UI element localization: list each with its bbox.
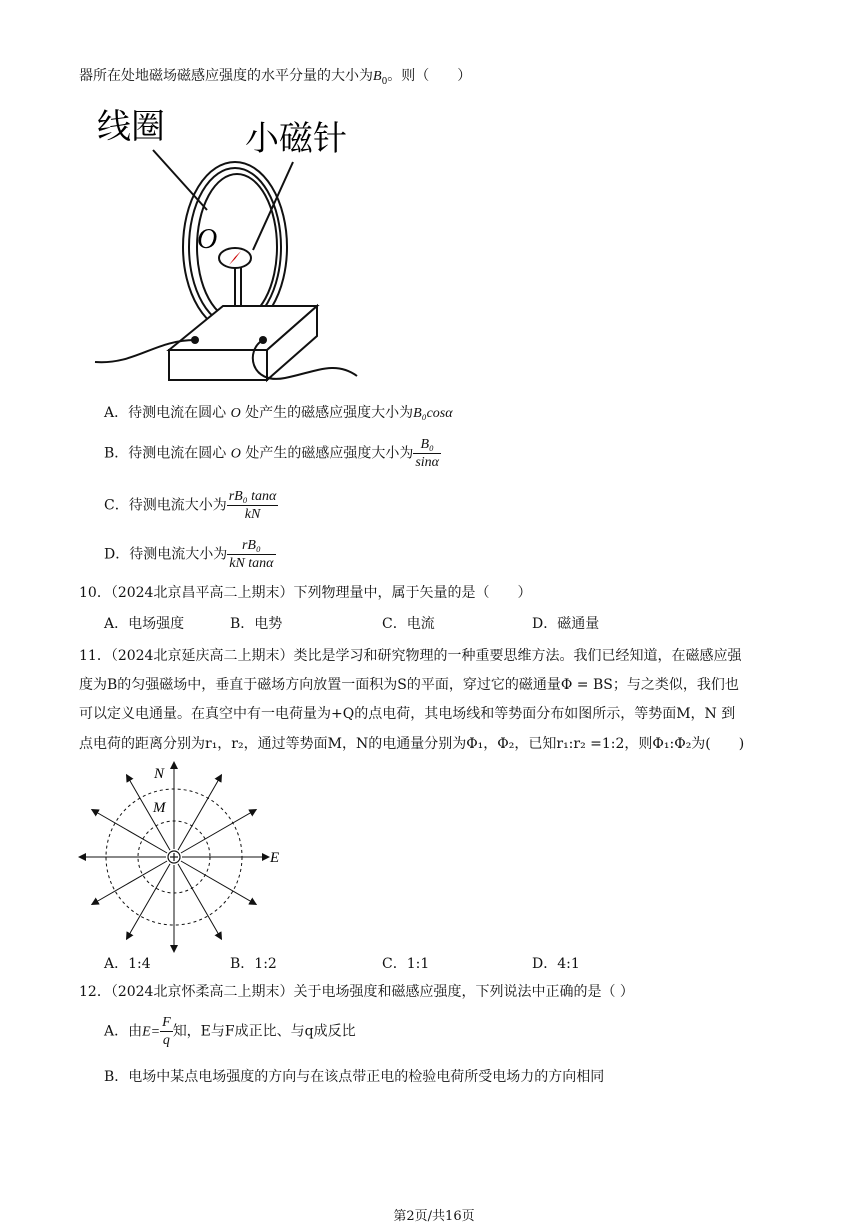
option-text-2: 处产生的磁感应强度大小为	[245, 405, 414, 421]
q11-option-b[interactable]: B．1:2	[230, 956, 277, 972]
q9-option-c[interactable]	[104, 488, 278, 523]
fraction-denominator: kN	[244, 507, 261, 522]
field-line	[178, 775, 222, 850]
fraction-numerator: F	[162, 1015, 171, 1030]
field-line	[181, 861, 256, 905]
q10-option-b[interactable]: B．电势	[230, 616, 283, 632]
field-line	[181, 810, 256, 854]
field-figure	[74, 768, 294, 948]
option-fraction	[227, 488, 279, 523]
option-symbol: O	[230, 406, 241, 421]
q11-line-3: 可以定义电通量。在真空中有一电荷量为+Q的点电荷，其电场线和等势面分布如图所示，等势面M，N 到	[79, 706, 736, 722]
label-e: E	[270, 850, 280, 866]
q11-option-a[interactable]: A．1:4	[104, 956, 151, 972]
q11-option-d[interactable]: D．4:1	[532, 956, 580, 972]
coil-leader-line	[153, 150, 207, 210]
fraction-denominator: sinα	[415, 455, 440, 470]
option-symbol: O	[230, 446, 241, 462]
fraction-numerator: B₀	[413, 436, 441, 454]
option-text: 待测电流在圆心	[128, 445, 227, 462]
needle-label: 小磁针	[245, 119, 347, 159]
q9-option-a[interactable]	[104, 402, 453, 422]
page-footer: 第2页/共16页	[393, 1209, 475, 1224]
option-expression: B₀cosα	[413, 406, 453, 421]
intro-symbol: B	[373, 69, 382, 84]
field-line	[127, 864, 171, 939]
q10-option-d[interactable]: D．磁通量	[532, 616, 600, 632]
option-fraction	[160, 1014, 173, 1049]
q11-option-c[interactable]: C．1:1	[382, 956, 430, 972]
coil-figure	[85, 100, 385, 390]
q9-option-d[interactable]	[104, 537, 276, 572]
fraction-numerator: rB₀ tanα	[228, 489, 277, 504]
option-letter: A．	[104, 405, 129, 421]
center-o-label: O	[197, 224, 218, 255]
field-line	[92, 810, 167, 854]
option-fraction	[413, 436, 441, 471]
option-letter: C．	[104, 497, 129, 514]
fraction-denominator: q	[162, 1033, 170, 1048]
q12-stem: 12．（2024北京怀柔高二上期末）关于电场强度和磁感应强度，下列说法中正确的是（ ）	[79, 984, 634, 1000]
coil-label: 线圈	[97, 107, 165, 147]
q10-option-a[interactable]: A．电场强度	[104, 616, 185, 632]
option-tail: 知，E与F成正比、与q成反比	[172, 1023, 356, 1040]
fraction-numerator: rB₀	[227, 537, 275, 555]
option-letter: B．	[104, 445, 129, 462]
q12-option-a[interactable]	[104, 1014, 356, 1049]
intro-text: 器所在处地磁场磁感应强度的水平分量的大小为	[79, 68, 373, 84]
option-letter: A．由	[104, 1023, 143, 1040]
option-text: 待测电流大小为	[129, 546, 228, 563]
intro-line	[79, 66, 471, 92]
option-fraction	[227, 537, 275, 572]
q11-line-1: 11．（2024北京延庆高二上期末）类比是学习和研究物理的一种重要思维方法。我们已经知道，在磁感应强	[79, 648, 742, 664]
intro-subscript: 0	[381, 76, 388, 87]
label-m: M	[153, 800, 166, 816]
q11-line-4: 点电荷的距离分别为r₁，r₂，通过等势面M，N的电通量分别为Φ₁，Φ₂，已知r₁:r₂ =1:2，则Φ₁:Φ₂为( )	[79, 736, 745, 752]
q9-option-b[interactable]	[104, 436, 441, 471]
q10-stem: 10．（2024北京昌平高二上期末）下列物理量中，属于矢量的是（ ）	[79, 585, 532, 601]
option-text: 待测电流在圆心	[128, 405, 227, 421]
intro-tail: 。则（ ）	[387, 68, 472, 84]
q11-line-2: 度为B的匀强磁场中，垂直于磁场方向放置一面积为S的平面，穿过它的磁通量Φ = BS；与之类似，我们也	[79, 677, 739, 693]
fraction-denominator: kN tanα	[229, 556, 274, 571]
field-line	[178, 864, 222, 939]
option-text-2: 处产生的磁感应强度大小为	[245, 445, 414, 462]
option-text: 待测电流大小为	[128, 497, 227, 514]
q10-option-c[interactable]: C．电流	[382, 616, 435, 632]
label-n: N	[154, 766, 165, 782]
option-equation: E=	[142, 1024, 161, 1040]
q12-option-b[interactable]: B．电场中某点电场强度的方向与在该点带正电的检验电荷所受电场力的方向相同	[104, 1069, 605, 1085]
field-line	[92, 861, 167, 905]
option-letter: D．	[104, 546, 130, 563]
